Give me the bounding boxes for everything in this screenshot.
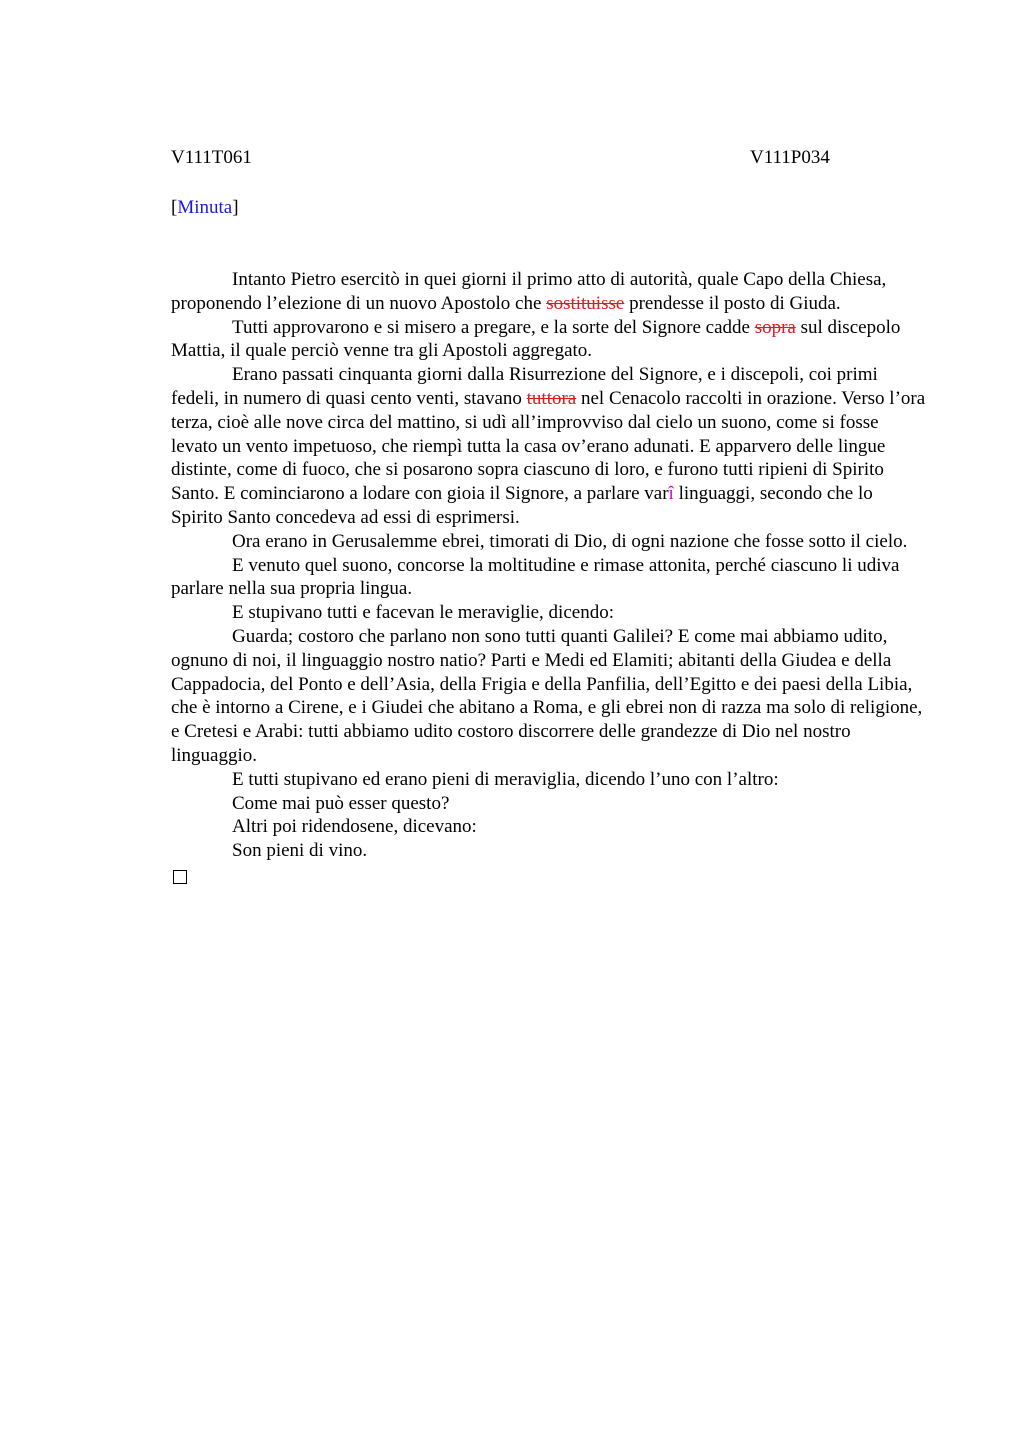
minuta-label: [Minuta] <box>171 197 239 218</box>
inserted-character: î <box>668 483 674 505</box>
paragraph: Intanto Pietro esercitò in quei giorni il primo atto di autorità, quale Capo della Chiesa, proponendo l’elezione di un nuovo Apostolo che sostituisse prendesse il posto di Giuda. <box>171 269 887 314</box>
paragraph: Come mai può esser questo? <box>232 792 450 814</box>
paragraph: Ora erano in Gerusalemme ebrei, timorati di Dio, di ogni nazione che fosse sotto il cielo. <box>232 530 908 552</box>
deleted-word: tuttora <box>526 387 577 409</box>
paragraph: Altri poi ridendosene, dicevano: <box>232 816 477 838</box>
deleted-word: sopra <box>754 316 796 338</box>
paragraph: Son pieni di vino. <box>232 840 368 862</box>
deleted-word: sostituisse <box>546 292 625 314</box>
paragraph: Guarda; costoro che parlano non sono tutti quanti Galilei? E come mai abbiamo udito, ognuno di noi, il linguaggio nostro natio? Parti e Medi ed Elamiti; abitanti della Giudea e della Cappadocia, del Ponto e dell’Asia, della Frigia e della Panfilia, dell’Egitto e dei paesi della Libia, che è intorno a Cirene, e i Giudei che abitano a Roma, e gli ebrei non di razza ma solo di religione, e Cretesi e Arabi: tutti abbiamo udito costoro discorrere delle grandezze di Dio nel nostro linguaggio. <box>171 625 923 766</box>
minuta-link[interactable]: Minuta <box>177 197 233 218</box>
document-code-left: V111T061 <box>171 147 252 168</box>
paragraph: Erano passati cinquanta giorni dalla Risurrezione del Signore, e i discepoli, coi primi fedeli, in numero di quasi cento venti, stavano tuttora nel Cenacolo raccolti in orazione. Verso l’ora terza, cioè alle nove circa del mattino, si udì all’improvviso dal cielo un suono, come si fosse levato un vento impetuoso, che riempì tutta la casa ov’erano adunati. E apparvero delle lingue distinte, come di fuoco, che si posarono sopra ciascuno di loro, e furono tutti ripieni di Spirito Santo. E cominciarono a lodare con gioia il Signore, a parlare varî linguaggi, secondo che lo Spirito Santo concedeva ad essi di esprimersi. <box>171 364 926 528</box>
document-body <box>171 268 927 863</box>
document-page <box>171 146 927 884</box>
paragraph: E tutti stupivano ed erano pieni di meraviglia, dicendo l’uno con l’altro: <box>232 768 779 790</box>
paragraph: E venuto quel suono, concorse la moltitudine e rimase attonita, perché ciascuno li udiva parlare nella sua propria lingua. <box>171 554 900 600</box>
paragraph: E stupivano tutti e facevan le meraviglie, dicendo: <box>232 602 614 624</box>
paragraph: Tutti approvarono e si misero a pregare, e la sorte del Signore cadde sopra sul discepolo Mattia, il quale perciò venne tra gli Apostoli aggregato. <box>171 316 901 362</box>
end-marker-box-icon <box>173 870 187 884</box>
page-header <box>171 146 927 170</box>
document-code-right: V111P034 <box>750 147 830 168</box>
